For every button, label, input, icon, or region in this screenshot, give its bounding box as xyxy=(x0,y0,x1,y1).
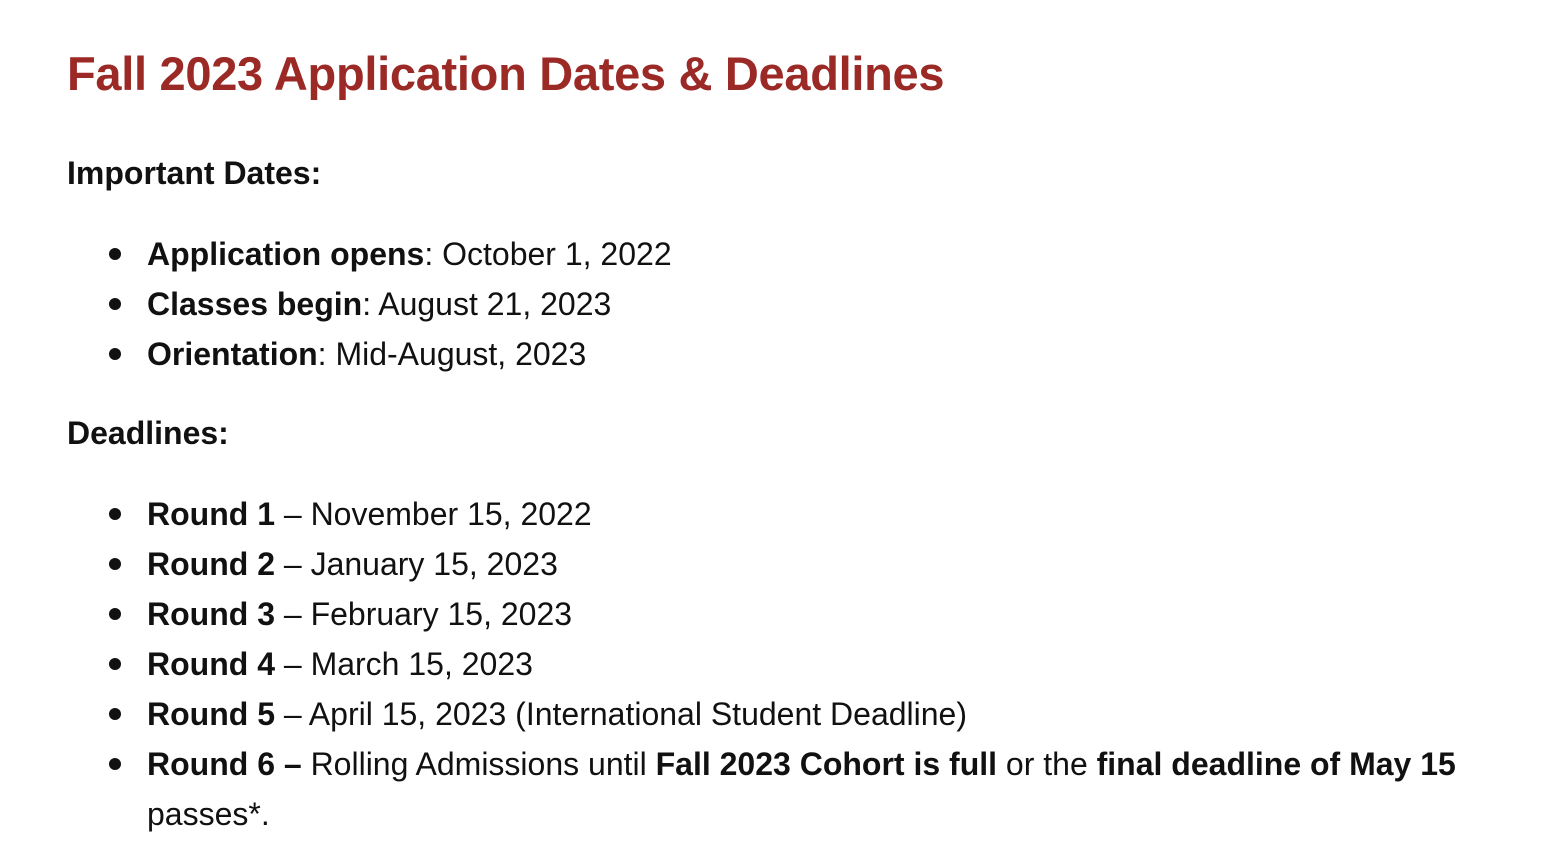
list-item: Round 4 – March 15, 2023 xyxy=(67,639,1557,689)
cohort-full-text: Fall 2023 Cohort is full xyxy=(655,746,998,782)
item-value: Mid-August, 2023 xyxy=(335,336,587,372)
important-dates-heading: Important Dates: xyxy=(67,155,322,191)
bullet-icon xyxy=(109,298,121,310)
item-label: Round 1 xyxy=(147,496,275,532)
list-item: Round 1 – November 15, 2022 xyxy=(67,489,1557,539)
item-label: Round 2 xyxy=(147,546,275,582)
item-label: Classes begin xyxy=(147,286,363,322)
item-label: Orientation xyxy=(147,336,318,372)
deadlines-heading: Deadlines: xyxy=(67,415,229,451)
item-value: February 15, 2023 xyxy=(310,596,573,632)
item-value: November 15, 2022 xyxy=(310,496,592,532)
important-dates-list xyxy=(67,229,1557,379)
bullet-icon xyxy=(109,348,121,360)
bullet-icon xyxy=(109,508,121,520)
bullet-icon xyxy=(109,708,121,720)
bullet-icon xyxy=(109,248,121,260)
bullet-icon xyxy=(109,758,121,770)
list-item: Round 6 – Rolling Admissions until Fall 2023 Cohort is full or the final deadline of May 15 passes*. xyxy=(67,739,1557,839)
list-item: Round 2 – January 15, 2023 xyxy=(67,539,1557,589)
deadlines-list xyxy=(67,489,1557,839)
item-label: Round 6 – xyxy=(147,746,302,782)
page-title: Fall 2023 Application Dates & Deadlines xyxy=(67,47,945,100)
item-value: March 15, 2023 xyxy=(310,646,533,682)
list-item: Application opens: October 1, 2022 xyxy=(67,229,1557,279)
item-label: Round 4 xyxy=(147,646,275,682)
list-item: Round 5 – April 15, 2023 (International Student Deadline) xyxy=(67,689,1557,739)
item-value: August 21, 2023 xyxy=(378,286,612,322)
item-value: October 1, 2022 xyxy=(442,236,672,272)
list-item: Classes begin: August 21, 2023 xyxy=(67,279,1557,329)
list-item: Orientation: Mid-August, 2023 xyxy=(67,329,1557,379)
item-label: Round 3 xyxy=(147,596,275,632)
bullet-icon xyxy=(109,558,121,570)
list-item: Round 3 – February 15, 2023 xyxy=(67,589,1557,639)
item-label: Application opens xyxy=(147,236,425,272)
item-value: April 15, 2023 (International Student Deadline) xyxy=(308,696,967,732)
final-deadline-text: final deadline of May 15 xyxy=(1096,746,1456,782)
item-value: January 15, 2023 xyxy=(310,546,558,582)
bullet-icon xyxy=(109,608,121,620)
bullet-icon xyxy=(109,658,121,670)
item-label: Round 5 xyxy=(147,696,275,732)
